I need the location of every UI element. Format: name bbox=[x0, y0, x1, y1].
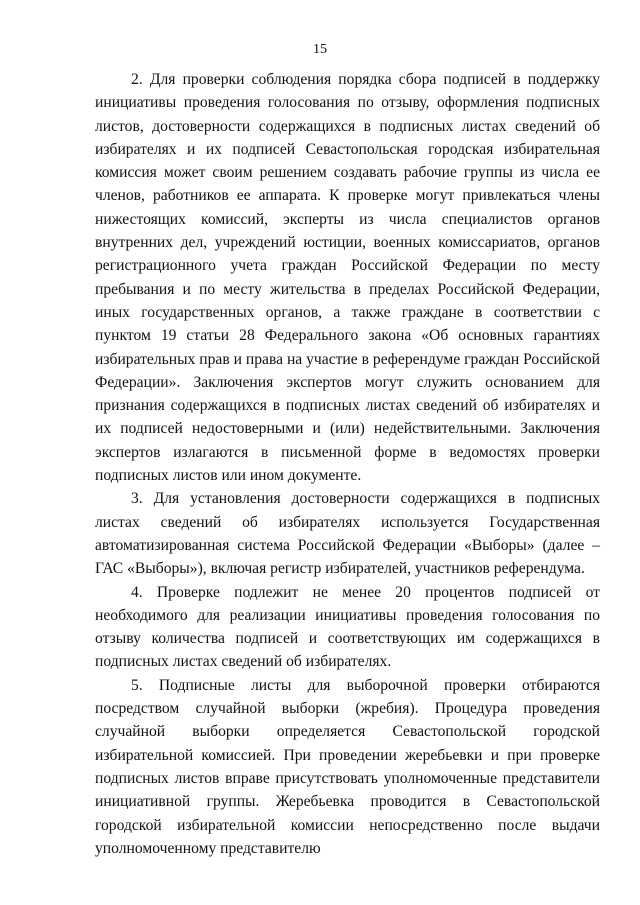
page-number: 15 bbox=[313, 42, 327, 57]
paragraph-3: 3. Для установления достоверности содержащихся в подписных листах сведений об избирателях используется Государственная автоматизированная система Российской Федерации «Выборы» (далее – ГАС «Выборы»), включая регистр избирателей, участников референдума. bbox=[95, 490, 600, 578]
paragraph-4: 4. Проверке подлежит не менее 20 процентов подписей от необходимого для реализации инициативы проведения голосования по отзыву количества подписей и соответствующих им содержащихся в подписных листах сведений об избирателях. bbox=[95, 583, 600, 671]
document-body bbox=[95, 68, 600, 860]
paragraph-5: 5. Подписные листы для выборочной проверки отбираются посредством случайной выборки (жребия). Процедура проведения случайной выборки определяется Севастопольской городской избирательной комиссией. При проведении жеребьевки и при проверке подписных листов вправе присутствовать уполномоченные представители инициативной группы. Жеребьевка проводится в Севастопольской городской избирательной комиссии непосредственно после выдачи уполномоченному представителю bbox=[95, 676, 600, 857]
paragraph-2: 2. Для проверки соблюдения порядка сбора подписей в поддержку инициативы проведения голосования по отзыву, оформления подписных листов, достоверности содержащихся в подписных листах сведений об избирателях и их подписей Севастопольская городская избирательная комиссия может своим решением создавать рабочие группы из числа ее членов, работников ее аппарата. К проверке могут привлекаться члены нижестоящих комиссий, эксперты из числа специалистов органов внутренних дел, учреждений юстиции, военных комиссариатов, органов регистрационного учета граждан Российской Федерации по месту пребывания и по месту жительства в пределах Российской Федерации, иных государственных органов, а также граждане в соответствии с пунктом 19 статьи 28 Федерального закона «Об основных гарантиях избирательных прав и права на участие в референдуме граждан Российской Федерации». Заключения экспертов могут служить основанием для признания содержащихся в подписных листах сведений об избирателях и их подписей недостоверными и (или) недействительными. Заключения экспертов излагаются в письменной форме в ведомостях проверки подписных листов или ином документе. bbox=[95, 71, 600, 485]
